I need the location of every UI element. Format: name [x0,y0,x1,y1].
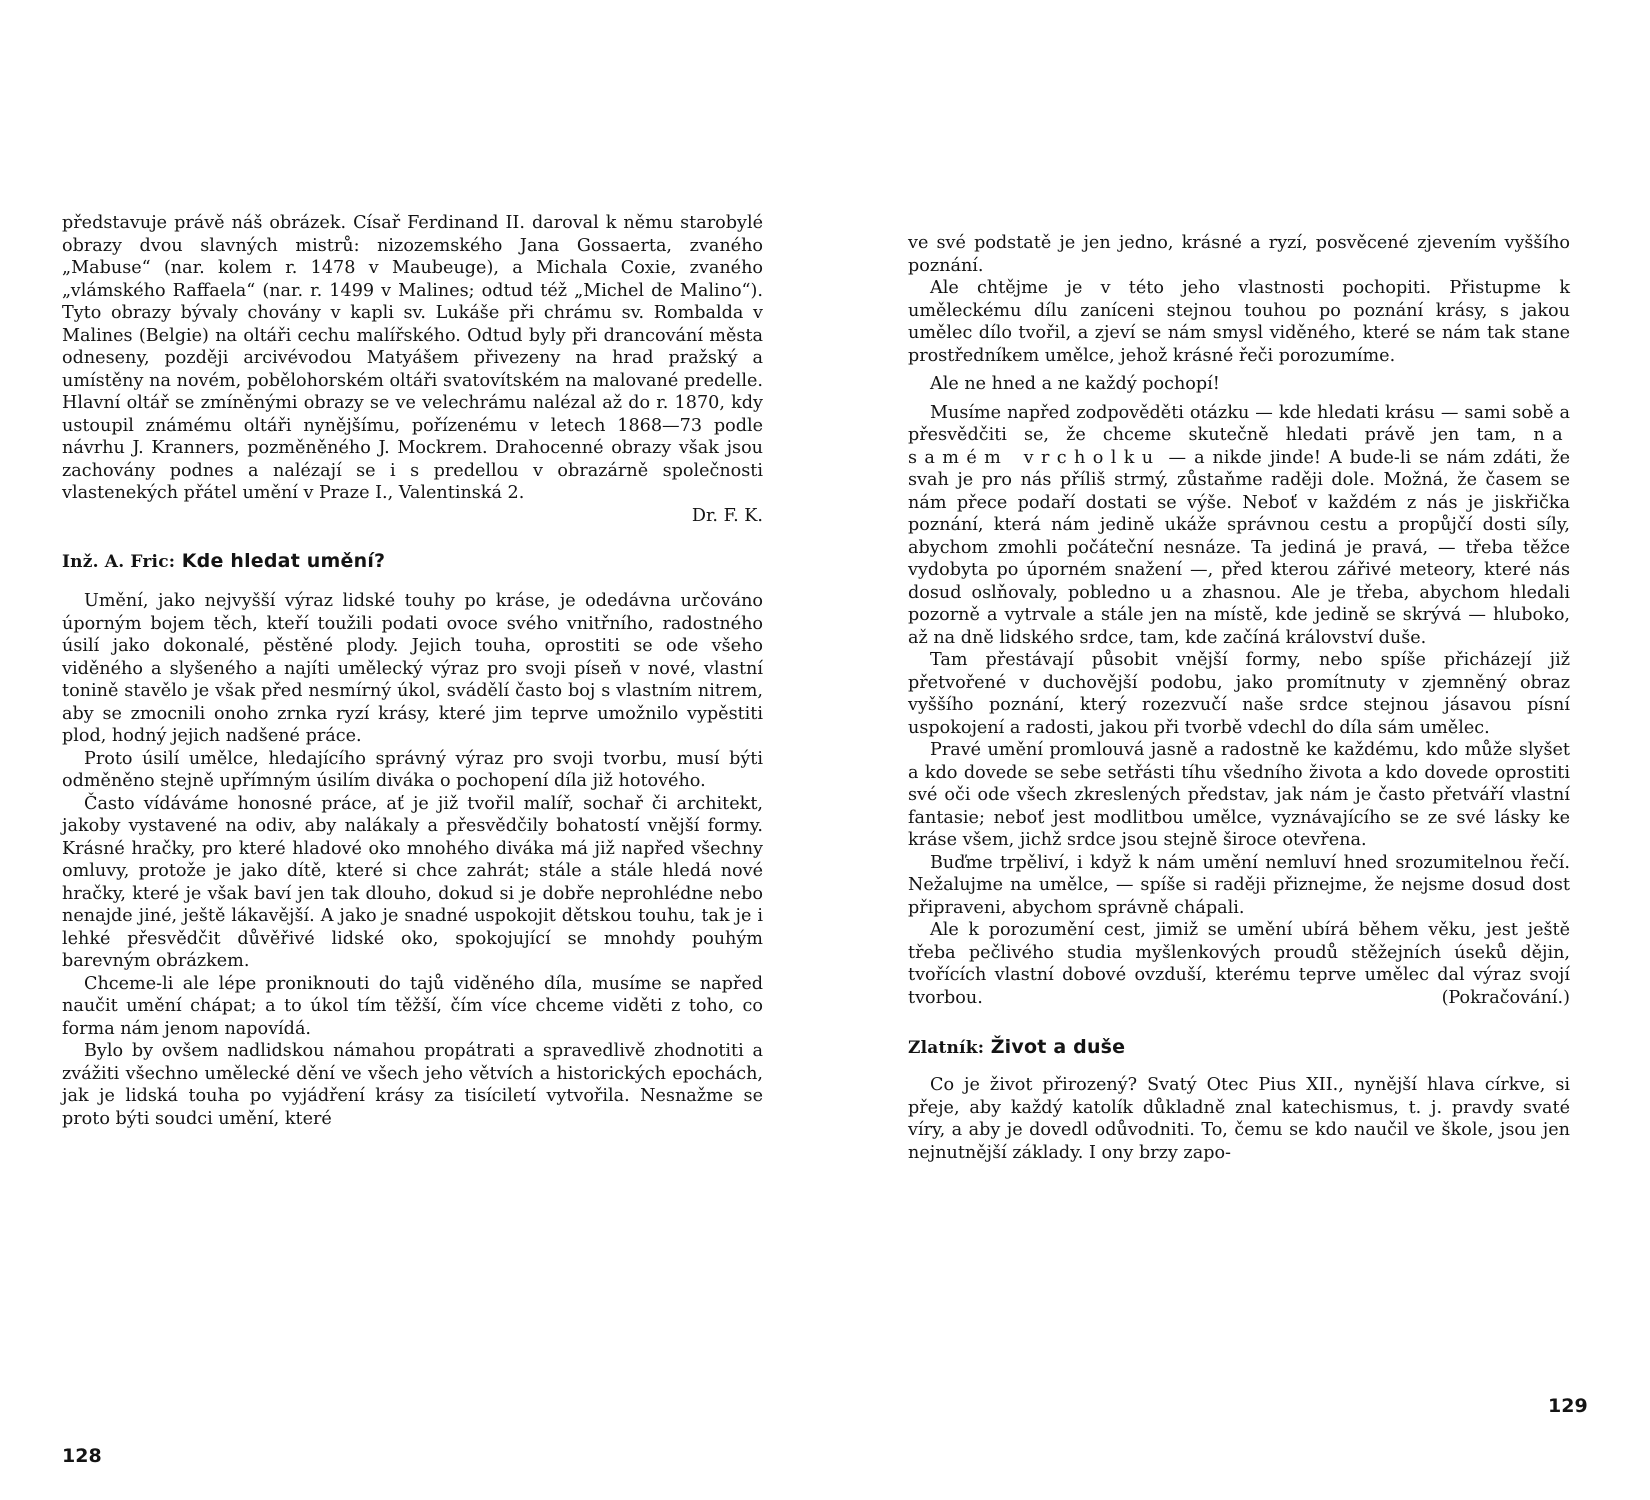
emphasized-phrase: na samém vrcholku [908,425,1571,468]
paragraph: Co je život přirozený? Svatý Otec Pius XII., nynější hlava církve, si přeje, aby každý katolík důkladně znal katechismus, t. j. pravdy svaté víry, a aby je dovedl odůvodniti. To, čemu se kdo naučil ve škole, jsou jen nejnutnější základy. I ony brzy zapo- [908,1075,1570,1163]
article-author: Inž. A. Fric: [62,552,176,572]
article-heading [908,1035,1570,1060]
left-page [62,212,763,1130]
paragraph: Tam přestávají působit vnější formy, nebo spíše přicházejí již přetvořené v duchovější podobu, jako promítnuty v zjemněný obraz vyššího poznání, který rozezvučí naše srdce stejnou jásavou písní uspokojení a radosti, jakou při tvorbě vdechl do díla sám umělec. [908,650,1570,738]
paragraph: Proto úsilí umělce, hledajícího správný výraz pro svoji tvorbu, musí býti odměněno stejně upřímným úsilím diváka o pochopení díla již hotového. [62,748,763,791]
article-heading [62,549,763,574]
paragraph: Bylo by ovšem nadlidskou námahou propátrati a spravedlivě zhodnotiti a zvážiti všechno umělecké dění ve všech jeho větvích a historických epochách, jak je lidská touha po vyjádření krásy za tisíciletí vytvořila. Nesnažme se proto býti soudci umění, které [62,1041,763,1129]
page-number-right: 129 [1548,1395,1588,1417]
paragraph: Ale ne hned a ne každý pochopí! [930,374,1220,394]
page-number-left: 128 [62,1445,102,1467]
continuation-note: (Pokračování.) [1441,987,1570,1008]
article-title: Kde hledat umění? [181,550,386,572]
paragraph-text: Ale k porozumění cest, jimiž se umění ubírá během věku, jest ještě třeba pečlivého studia myšlenkových proudů stěžejních úseků dějin, tvořících vlastní dobové ovzduší, kterému teprve umělec dal výraz svojí tvorbou. [908,920,1570,1008]
signature-row [62,505,763,528]
paragraph-end: — a nikde jinde! A bude-li se nám zdáti, že svah je pro nás příliš strmý, zůstaňme raději dole. Možná, že časem se nám přece podaří dostati se výše. Neboť v každém z nás je jiskřička poznání, která nám jedině ukáže správnou cestu a propůjčí dosti síly, abychom zmohli počáteční nesnáze. Ta jediná je pravá, — třeba těžce vydobyta po úporném snažení —, před kterou zářivé meteory, které nás dosud oslňovaly, pobledno u a zhasnou. Ale je třeba, abychom hledali pozorně a vytrvale a stále jen na místě, kde jedině se skrývá — hluboko, až na dně lidského srdce, tam, kde začíná království duše. [908,447,1570,648]
paragraph-start: Musíme napřed zodpověděti otázku — kde hledati krásu — sami sobě a přesvědčiti se, že chceme skutečně hledati právě jen tam, [908,402,1570,445]
paragraph [908,919,1570,1009]
paragraph: Buďme trpěliví, i když k nám umění nemluví hned srozumitelnou řečí. Nežalujme na umělce, — spíše si raději přiznejme, že nejsme dosud dost připraveni, abychom správně chápali. [908,852,1570,918]
article-title: Život a duše [990,1036,1126,1058]
paragraph: Často vídáváme honosné práce, ať je již tvořil malíř, sochař či architekt, jakoby vystavené na odiv, aby nalákaly a přesvědčily bohatostí vnější formy. Krásné hračky, pro které hladové oko mnohého diváka má již napřed všechny omluvy, protože je jako dítě, které si chce zahrát; stále a stále hledá nové hračky, které je však baví jen tak dlouho, dokud si je dobře neprohlédne nebo nenajde jiné, ještě lákavější. A jako je snadné uspokojit dětskou touhu, tak je i lehké přesvědčit důvěřivé lidské oko, spokojující se mnohdy pouhým barevným obrázkem. [62,793,763,971]
paragraph: Umění, jako nejvyšší výraz lidské touhy po kráse, je odedávna určováno úporným bojem těch, kteří toužili podati ovoce svého vnitřního, radostného úsilí jako dokonalé, pěstěné plody. Jejich touha, oprostiti se ode všeho viděného a slyšeného a najíti umělecký výraz pro svoji píseň v nové, vlastní tonině stavělo je však před nesmírný úkol, svádělí často boj s vlastním nitrem, aby se zmocnili onoho zrnka ryzí krásy, které jim teprve umožnilo vypěstiti plod, hodný jejich nadšené práce. [62,591,763,746]
paragraph: Chceme-li ale lépe proniknouti do tajů viděného díla, musíme se napřed naučit umění chápat; a to úkol tím těžší, čím více chceme viděti z toho, co forma nám jenom napovídá. [62,973,763,1039]
paragraph: Ale chtějme je v této jeho vlastnosti pochopiti. Přistupme k uměleckému dílu zaníceni stejnou touhou po poznání krásy, s jakou umělec dílo tvořil, a zjeví se nám smysl viděného, které se nám tak stane prostředníkem umělce, jehož krásné řeči porozumíme. [908,278,1570,366]
article-author: Zlatník: [908,1038,985,1058]
continued-paragraph: představuje právě náš obrázek. Císař Ferdinand II. daroval k němu starobylé obrazy dvou slavných mistrů: nizozemského Jana Gossaerta, zvaného „Mabuse“ (nar. kolem r. 1478 v Maubeuge), a Michala Coxie, zvaného „vlámského Raffaela“ (nar. r. 1499 v Malines; odtud též „Michel de Malino“). Tyto obrazy bývaly chovány v kapli sv. Lukáše při chrámu sv. Rombalda v Malines (Belgie) na oltáři cechu malířského. Odtud byly při drancování města odneseny, později arcivévodou Matyášem přivezeny na hrad pražský a umístěny na novém, pobělohorském oltáři svatovítském na malované predelle. Hlavní oltář se zmíněnými obrazy se ve velechrámu nalézal až do r. 1870, kdy ustoupil známému oltáři nynějšímu, pořízenému v letech 1868—73 podle návrhu J. Kranners, pozměněného J. Mockrem. Drahocenné obrazy však jsou zachovány podnes a nalézají se i s predellou v obrazárně společnosti vlastenekých přátel umění v Praze I., Valentinská 2. [62,213,763,503]
right-page [908,232,1570,1164]
author-signature: Dr. F. K. [691,505,763,526]
paragraph: Pravé umění promlouvá jasně a radostně ke každému, kdo může slyšet a kdo dovede se sebe setřásti tíhu všedního života a kdo dovede oprostiti své oči ode všech zkreslených představ, jak nám je často přetváří vlastní fantasie; neboť jest modlitbou umělce, vyznávajícího se ze své lásky ke kráse všem, jichž srdce jsou stejně široce otevřena. [908,740,1570,850]
paragraph [908,402,1570,650]
continued-paragraph: ve své podstatě je jen jedno, krásné a ryzí, posvěcené zjevením vyššího poznání. [908,233,1570,276]
